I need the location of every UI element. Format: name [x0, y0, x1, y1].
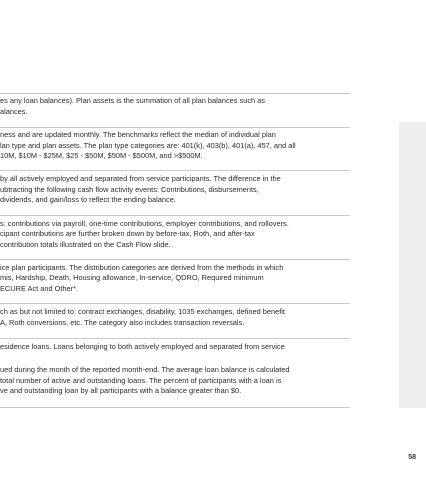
- definition-paragraph-contributions: [0, 219, 350, 251]
- text-line: ubtracting the following cash flow activity events: Contributions, disbursements,: [0, 184, 259, 194]
- definition-paragraph-benchmarks: [0, 130, 350, 162]
- definition-paragraph-cash-flow: [0, 174, 350, 206]
- definition-paragraph-loan-statistics: [0, 365, 350, 397]
- text-line: by all actively employed and separated from service participants. The difference in the: [0, 173, 281, 183]
- text-line: s: contributions via payroll, one-time contributions, employer contributions, and rollovers.: [0, 218, 289, 228]
- text-line: ch as but not limited to: contract exchanges, disability, 1035 exchanges, defined benefit: [0, 307, 285, 317]
- divider: [0, 259, 350, 260]
- divider: [0, 93, 350, 94]
- text-line: ness and are updated monthly. The benchmarks reflect the median of individual plan: [0, 130, 276, 140]
- text-line: ice plan participants. The distribution categories are derived from the methods in which: [0, 262, 284, 272]
- text-line: ve and outstanding loan by all participants with a balance greater than $0.: [0, 386, 242, 396]
- definition-paragraph-loans: [0, 342, 350, 353]
- text-line: A, Roth conversions, etc. The category also includes transaction reversals.: [0, 317, 245, 327]
- text-line: ECURE Act and Other*.: [0, 283, 79, 293]
- text-line: contribution totals illustrated on the Cash Flow slide.: [0, 239, 171, 249]
- text-line: esidence loans. Loans belonging to both actively employed and separated from service: [0, 341, 285, 351]
- divider: [0, 407, 350, 408]
- divider: [0, 303, 350, 304]
- text-line: cipant contributions are further broken down by before-tax, Roth, and after-tax: [0, 229, 255, 239]
- divider: [0, 127, 350, 128]
- definition-paragraph-other: [0, 307, 350, 328]
- page-number: 58: [408, 454, 416, 461]
- text-line: dividends, and gain/loss to reflect the ending balance.: [0, 195, 176, 205]
- text-line: alances.: [0, 106, 28, 116]
- definition-paragraph-plan-assets: [0, 96, 350, 117]
- text-line: mis, Hardship, Death, Housing allowance, In-service, QDRO, Required minimum: [0, 273, 264, 283]
- text-line: 10M, $10M - $25M, $25 - $50M, $50M - $500M, and >$500M.: [0, 151, 203, 161]
- definitions-column: [0, 93, 350, 408]
- divider: [0, 170, 350, 171]
- divider: [0, 215, 350, 216]
- text-line: lan type and plan assets. The plan type categories are: 401(k), 403(b), 401(a), 457, and all: [0, 140, 296, 150]
- definition-paragraph-distributions: [0, 263, 350, 295]
- sidebar-panel: [399, 122, 426, 408]
- text-line: ued during the month of the reported month-end. The average loan balance is calculated: [0, 365, 290, 375]
- text-line: total number of active and outstanding loans. The percent of participants with a loan is: [0, 375, 282, 385]
- divider: [0, 338, 350, 339]
- text-line: es any loan balances). Plan assets is the summation of all plan balances such as: [0, 96, 265, 105]
